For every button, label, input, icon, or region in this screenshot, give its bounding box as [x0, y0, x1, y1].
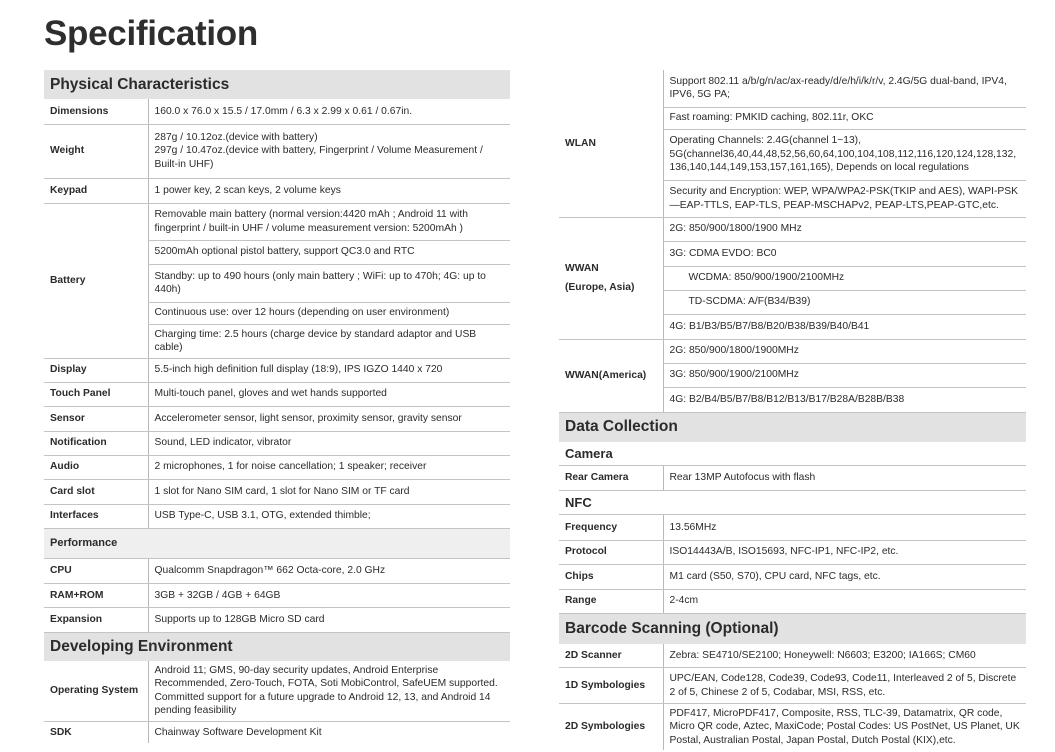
weight-line-2: 297g / 10.47oz.(device with battery, Fingerprint / Volume Measurement / Built-in UHF)	[154, 145, 483, 170]
value-battery-3: Standby: up to 490 hours (only main battery ; WiFi: up to 470h; 4G: up to 440h)	[148, 264, 510, 302]
value-battery-4: Continuous use: over 12 hours (depending on user environment)	[148, 302, 510, 324]
section-header-barcode: Barcode Scanning (Optional)	[559, 614, 1026, 644]
label-2d-symbologies: 2D Symbologies	[565, 721, 646, 732]
row-2d-scanner	[559, 644, 1026, 668]
value-wwan-eu-5: 4G: B1/B3/B5/B7/B8/B20/B38/B39/B40/B41	[663, 314, 1026, 339]
connectivity-table	[559, 70, 1026, 413]
section-header-performance: Performance	[44, 529, 510, 559]
value-notification: Sound, LED indicator, vibrator	[148, 431, 510, 455]
developing-table	[44, 661, 510, 743]
row-rear-camera	[559, 466, 1026, 491]
row-cpu	[44, 559, 510, 584]
value-2d-symbologies: PDF417, MicroPDF417, Composite, RSS, TLC-39, Datamatrix, QR code, Micro QR code, Aztec, MaxiCode; Postal Codes: US PostNet, US Planet, UK Postal, Australian Postal, Japan Postal, Dutch Postal (KIX),etc.	[663, 704, 1026, 750]
row-battery-1	[44, 203, 510, 240]
row-audio	[44, 455, 510, 479]
label-rear-camera: Rear Camera	[559, 466, 663, 491]
row-range	[559, 589, 1026, 613]
row-wwan-eu-1	[559, 217, 1026, 241]
value-protocol: ISO14443A/B, ISO15693, NFC-IP1, NFC-IP2, etc.	[663, 540, 1026, 564]
value-wlan-2: Fast roaming: PMKID caching, 802.11r, OKC	[663, 107, 1026, 129]
value-wwan-us-3: 4G: B2/B4/B5/B7/B8/B12/B13/B17/B28A/B28B/B38	[663, 387, 1026, 412]
nfc-table	[559, 515, 1026, 614]
row-wwan-us-1	[559, 339, 1026, 363]
label-notification: Notification	[44, 431, 148, 455]
row-sensor	[44, 406, 510, 431]
value-sensor: Accelerometer sensor, light sensor, proximity sensor, gravity sensor	[148, 406, 510, 431]
value-ram-rom: 3GB + 32GB / 4GB + 64GB	[148, 584, 510, 608]
value-battery-2: 5200mAh optional pistol battery, support QC3.0 and RTC	[148, 240, 510, 264]
row-touch-panel	[44, 382, 510, 406]
value-wwan-eu-2: 3G: CDMA EVDO: BC0	[663, 241, 1026, 266]
camera-table	[559, 466, 1026, 492]
right-column	[559, 70, 1026, 750]
value-wwan-eu-3: WCDMA: 850/900/1900/2100MHz	[663, 266, 1026, 290]
label-chips: Chips	[559, 564, 663, 589]
performance-table	[44, 559, 510, 634]
row-card-slot	[44, 479, 510, 504]
value-wlan-3: Operating Channels: 2.4G(channel 1~13), 5G(channel36,40,44,48,52,56,60,64,100,104,108,112,116,120,124,128,132, 136,140,144,149,153,157,161,165), Depends on local regulations	[663, 129, 1026, 180]
value-touch-panel: Multi-touch panel, gloves and wet hands supported	[148, 382, 510, 406]
label-frequency: Frequency	[559, 515, 663, 540]
row-wlan-1	[559, 70, 1026, 107]
value-keypad: 1 power key, 2 scan keys, 2 volume keys	[148, 178, 510, 203]
physical-table	[44, 99, 510, 529]
label-wwan-eu	[559, 217, 663, 339]
value-wlan-4: Security and Encryption: WEP, WPA/WPA2-PSK(TKIP and AES), WAPI-PSK—EAP-TTLS, EAP-TLS, PEAP-MSCHAPv2, PEAP-LTS,PEAP-GTC,etc.	[663, 180, 1026, 217]
label-operating-system: Operating System	[44, 661, 148, 721]
row-interfaces	[44, 504, 510, 528]
label-2d-scanner: 2D Scanner	[559, 644, 663, 668]
subsection-camera: Camera	[559, 442, 1026, 466]
value-wwan-eu-4: TD-SCDMA: A/F(B34/B39)	[663, 290, 1026, 314]
value-range: 2-4cm	[663, 589, 1026, 613]
value-wlan-1: Support 802.11 a/b/g/n/ac/ax-ready/d/e/h/i/k/r/v, 2.4G/5G dual-band, IPV4, IPV6, 5G PA;	[663, 70, 1026, 107]
label-card-slot: Card slot	[44, 479, 148, 504]
row-ram-rom	[44, 584, 510, 608]
value-sdk: Chainway Software Development Kit	[148, 721, 510, 743]
value-rear-camera: Rear 13MP Autofocus with flash	[663, 466, 1026, 491]
value-1d-symbologies: UPC/EAN, Code128, Code39, Code93, Code11, Interleaved 2 of 5, Discrete 2 of 5, Chinese 2 of 5, Codabar, MSI, RSS, etc.	[663, 668, 1026, 704]
value-interfaces: USB Type-C, USB 3.1, OTG, extended thimble;	[148, 504, 510, 528]
label-interfaces: Interfaces	[44, 504, 148, 528]
value-battery-5: Charging time: 2.5 hours (charge device by standard adaptor and USB cable)	[148, 324, 510, 358]
value-weight	[148, 124, 510, 178]
label-expansion: Expansion	[44, 608, 148, 633]
label-weight: Weight	[44, 124, 148, 178]
row-1d-symbologies	[559, 668, 1026, 704]
label-sensor: Sensor	[44, 406, 148, 431]
barcode-table	[559, 644, 1026, 750]
row-weight	[44, 124, 510, 178]
value-frequency: 13.56MHz	[663, 515, 1026, 540]
label-wwan-eu-line-1: WWAN	[565, 262, 599, 274]
label-sdk: SDK	[50, 726, 72, 738]
label-touch-panel: Touch Panel	[44, 382, 148, 406]
value-card-slot: 1 slot for Nano SIM card, 1 slot for Nano SIM or TF card	[148, 479, 510, 504]
label-audio: Audio	[44, 455, 148, 479]
label-display: Display	[44, 358, 148, 382]
label-wwan-eu-line-2: (Europe, Asia)	[565, 282, 635, 293]
label-cpu: CPU	[44, 559, 148, 584]
value-2d-scanner: Zebra: SE4710/SE2100; Honeywell: N6603; E3200; IA166S; CM60	[663, 644, 1026, 668]
section-header-developing: Developing Environment	[44, 633, 510, 661]
page-title: Specification	[44, 14, 258, 53]
label-dimensions: Dimensions	[44, 99, 148, 124]
subsection-nfc: NFC	[559, 491, 1026, 515]
row-display	[44, 358, 510, 382]
value-battery-1: Removable main battery (normal version:4420 mAh ; Android 11 with fingerprint / built-in UHF / volume measurement version: 5200mAh )	[148, 203, 510, 240]
row-keypad	[44, 178, 510, 203]
row-notification	[44, 431, 510, 455]
value-cpu: Qualcomm Snapdragon™ 662 Octa-core, 2.0 GHz	[148, 559, 510, 584]
row-2d-symbologies	[559, 704, 1026, 750]
value-display: 5.5-inch high definition full display (18:9), IPS IGZO 1440 x 720	[148, 358, 510, 382]
value-dimensions: 160.0 x 76.0 x 15.5 / 17.0mm / 6.3 x 2.99 x 0.61 / 0.67in.	[148, 99, 510, 124]
section-header-data-collection: Data Collection	[559, 413, 1026, 442]
label-1d-symbologies: 1D Symbologies	[559, 668, 663, 704]
label-ram-rom: RAM+ROM	[44, 584, 148, 608]
value-audio: 2 microphones, 1 for noise cancellation; 1 speaker; receiver	[148, 455, 510, 479]
label-range: Range	[559, 589, 663, 613]
row-expansion	[44, 608, 510, 633]
row-chips	[559, 564, 1026, 589]
value-wwan-us-2: 3G: 850/900/1900/2100MHz	[663, 363, 1026, 387]
section-header-physical: Physical Characteristics	[44, 70, 510, 99]
weight-line-1: 287g / 10.12oz.(device with battery)	[154, 131, 318, 143]
row-frequency	[559, 515, 1026, 540]
label-protocol: Protocol	[559, 540, 663, 564]
value-wwan-eu-1: 2G: 850/900/1800/1900 MHz	[663, 217, 1026, 241]
label-wwan-us: WWAN(America)	[559, 339, 663, 412]
row-sdk	[44, 721, 510, 743]
label-keypad: Keypad	[44, 178, 148, 203]
label-wlan: WLAN	[559, 70, 663, 217]
value-chips: M1 card (S50, S70), CPU card, NFC tags, etc.	[663, 564, 1026, 589]
row-dimensions	[44, 99, 510, 124]
value-expansion: Supports up to 128GB Micro SD card	[148, 608, 510, 633]
left-column	[44, 70, 510, 743]
value-wwan-us-1: 2G: 850/900/1800/1900MHz	[663, 339, 1026, 363]
value-operating-system: Android 11; GMS, 90-day security updates, Android Enterprise Recommended, Zero-Touch, FOTA, Soti MobiControl, SafeUEM supported. Committed support for a future upgrade to Android 12, 13, and Android 14 pending feasibility	[148, 661, 510, 721]
row-operating-system	[44, 661, 510, 721]
label-battery: Battery	[44, 203, 148, 358]
row-protocol	[559, 540, 1026, 564]
